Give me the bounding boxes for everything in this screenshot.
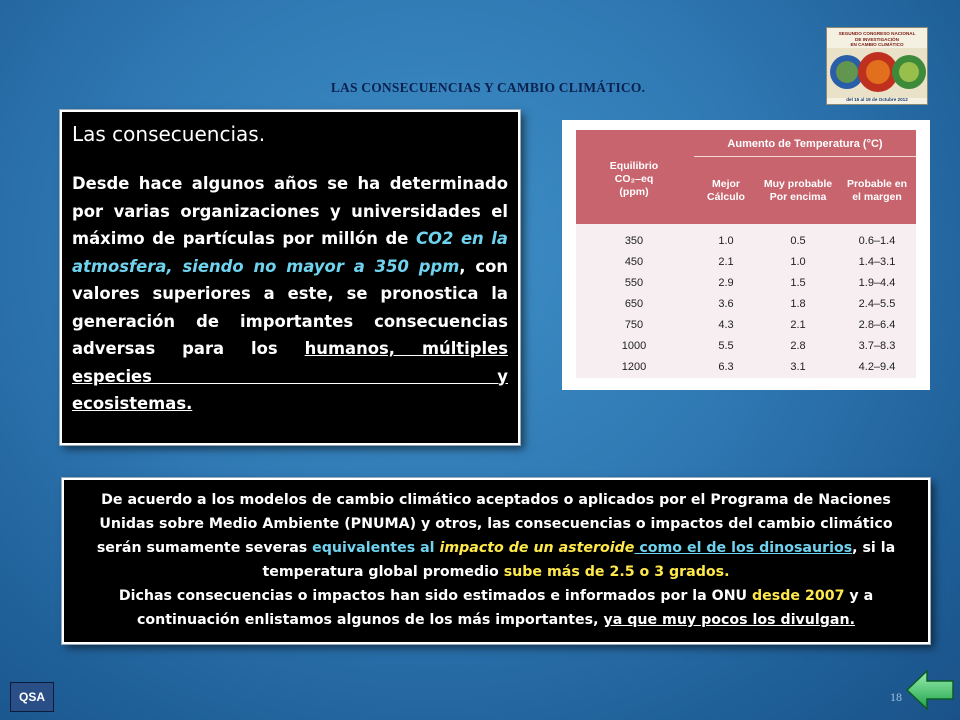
table-cell: 550 xyxy=(624,277,644,289)
congress-logo xyxy=(826,27,928,105)
logo-line: DE INVESTIGACIÓN xyxy=(855,36,899,42)
logo-date: del 15 al 19 de Octubre 2012 xyxy=(846,97,908,102)
logo-line: SEGUNDO CONGRESO NACIONAL xyxy=(838,31,916,36)
page-number: 18 xyxy=(890,690,902,704)
table-cell: 1.8 xyxy=(790,298,806,310)
logo-globes-icon xyxy=(827,48,928,98)
temperature-highlight: sube más de 2.5 o 3 grados. xyxy=(503,564,730,580)
table-cell: 0.5 xyxy=(790,235,806,247)
col-header-best xyxy=(694,178,758,204)
table-cell: 2.1 xyxy=(718,256,734,268)
table-cell: 1200 xyxy=(621,361,647,373)
table-cell: 2.9 xyxy=(718,277,734,289)
group-header: Aumento de Temperatura (°C) xyxy=(727,138,883,150)
table-cell: 2.8 xyxy=(790,340,806,352)
table-cell: 1.4–3.1 xyxy=(858,256,896,268)
table-cell: 4.2–9.4 xyxy=(858,361,896,373)
cyan-text: equivalentes al xyxy=(312,540,440,556)
qsa-logo-button[interactable]: QSA xyxy=(10,682,54,712)
table-cell: 6.3 xyxy=(718,361,734,373)
table-cell: 1.5 xyxy=(790,277,806,289)
table-cell: 3.7–8.3 xyxy=(858,340,896,352)
header-line: el margen xyxy=(852,191,902,203)
header-line: (ppm) xyxy=(619,186,649,198)
table-cell: 0.6–1.4 xyxy=(858,235,896,247)
underlined-text: humanos, múltiples especies y xyxy=(72,339,508,386)
table-cell: 350 xyxy=(624,235,644,247)
table-cell: 450 xyxy=(624,256,644,268)
header-line: Muy probable xyxy=(763,178,833,190)
paragraph-text: y a continuación enlistamos algunos de los más importantes, xyxy=(136,588,874,628)
box-heading: Las consecuencias. xyxy=(72,122,266,146)
paragraph-text: , con valores superiores a este, se pronostica la generación de importantes consecuencias adversas para los xyxy=(72,256,509,358)
table-cell: 3.6 xyxy=(718,298,734,310)
consequences-paragraph-end xyxy=(72,390,508,418)
paragraph-text: , si la temperatura global promedio xyxy=(262,540,896,580)
table-cell: 1000 xyxy=(621,340,647,352)
header-line: Por encima xyxy=(769,191,827,203)
paragraph-text: De acuerdo a los modelos de cambio climático aceptados o aplicados por el Programa de Naciones Unidas sobre Medio Ambiente (PNUMA) y otros, las consecuencias o impactos del cambio climático serán sumamente severas xyxy=(96,492,893,556)
header-line: CO₂–eq xyxy=(614,173,654,185)
dinosaurs-highlight: como el de los dinosaurios xyxy=(634,540,853,556)
asteroid-highlight: impacto de un asteroide xyxy=(439,540,635,556)
year-highlight: desde 2007 xyxy=(752,588,845,604)
table-cell: 5.5 xyxy=(718,340,734,352)
co2-highlight: CO2 en la atmosfera, siendo no mayor a 350 ppm xyxy=(72,229,508,276)
table-cell: 750 xyxy=(624,319,644,331)
col-header-likely xyxy=(838,178,916,204)
header-line: Equilibrio xyxy=(609,160,659,172)
table-cell: 2.8–6.4 xyxy=(858,319,896,331)
table-cell: 1.9–4.4 xyxy=(858,277,896,289)
table-cell: 2.1 xyxy=(790,319,806,331)
table-cell: 3.1 xyxy=(790,361,806,373)
models-box xyxy=(62,478,930,644)
table-header xyxy=(576,130,916,224)
header-line: Probable en xyxy=(846,178,908,190)
underlined-text: ecosistemas. xyxy=(72,394,193,413)
paragraph-text: Dichas consecuencias o impactos han sido estimados e informados por la ONU xyxy=(118,588,753,604)
consequences-box xyxy=(60,110,520,445)
logo-line: EN CAMBIO CLIMÁTICO xyxy=(850,42,904,48)
table-cell: 2.4–5.5 xyxy=(858,298,896,310)
paragraph-text: Desde hace algunos años se ha determinado por varias organizaciones y universidades el máximo de partículas por millón de xyxy=(72,174,508,248)
table-cell: 4.3 xyxy=(718,319,734,331)
table-cell: 650 xyxy=(624,298,644,310)
col-header-equilibrium xyxy=(584,160,684,199)
col-header-very-likely xyxy=(756,178,840,204)
table-row xyxy=(576,356,916,380)
table-cell: 1.0 xyxy=(718,235,734,247)
slide-title: LAS CONSECUENCIAS Y CAMBIO CLIMÁTICO. xyxy=(330,80,646,95)
back-arrow-icon[interactable] xyxy=(905,668,957,712)
models-paragraph xyxy=(80,488,912,632)
header-line: Cálculo xyxy=(707,191,745,203)
underlined-text: ya que muy pocos los divulgan. xyxy=(603,612,855,628)
table-cell: 1.0 xyxy=(790,256,806,268)
header-line: Mejor xyxy=(711,178,740,190)
consequences-paragraph xyxy=(72,170,508,390)
temperature-table xyxy=(562,120,930,390)
